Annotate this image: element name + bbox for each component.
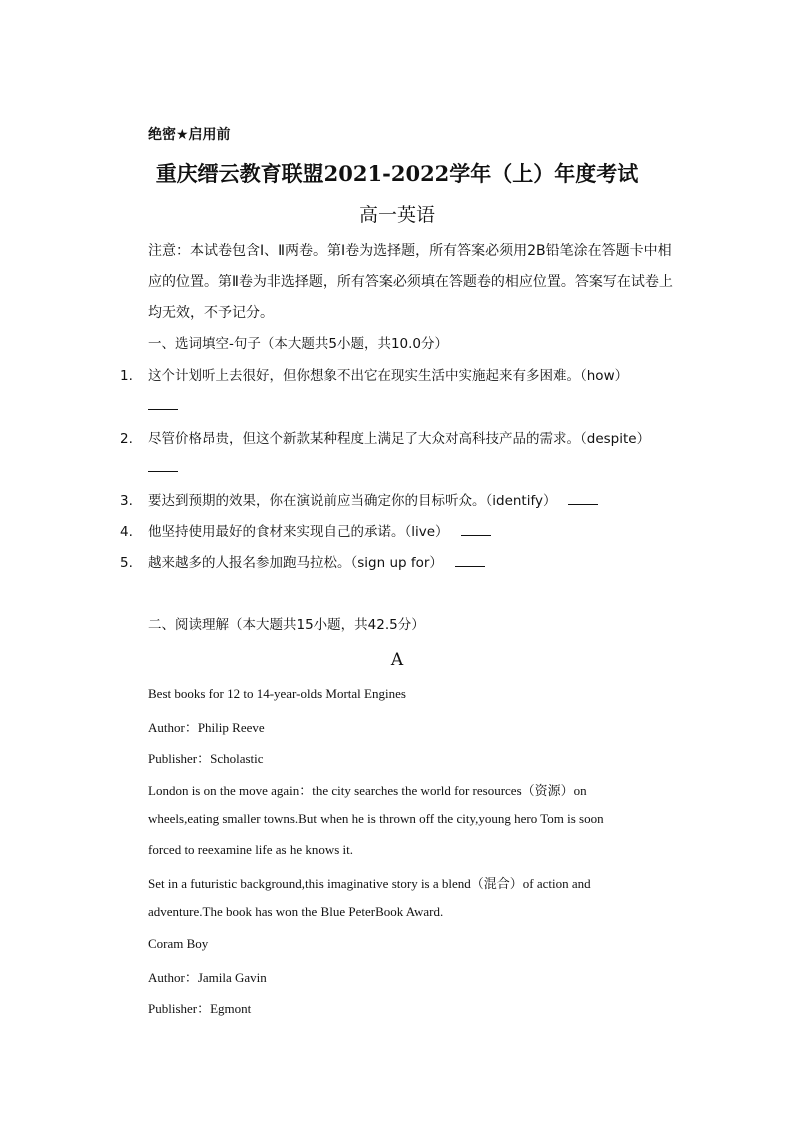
passage-line: Set in a futuristic background,this imaginative story is a blend（混合）of action and — [148, 876, 591, 891]
answer-blank[interactable] — [568, 492, 598, 505]
question-text: 越来越多的人报名参加跑马拉松。（sign up for） — [148, 555, 443, 571]
exam-subject: 高一英语 — [358, 204, 435, 226]
passage-line: Publisher：Egmont — [148, 1001, 252, 1016]
question-text: 他坚持使用最好的食材来实现自己的承诺。（live） — [148, 524, 449, 540]
question-number: 2. — [120, 431, 133, 447]
passage-line: Author：Jamila Gavin — [148, 970, 267, 985]
exam-title: 重庆缙云教育联盟2021-2022学年（上）年度考试 — [155, 161, 639, 186]
question-4 — [120, 520, 491, 540]
passage-label: A — [390, 650, 404, 670]
answer-blank[interactable] — [148, 409, 178, 410]
section-1-heading: 一、选词填空-句子（本大题共5小题，共10.0分） — [148, 336, 449, 352]
question-text: 这个计划听上去很好，但你想象不出它在现实生活中实施起来有多困难。（how） — [148, 368, 629, 384]
question-number: 1. — [120, 368, 133, 384]
answer-blank[interactable] — [455, 554, 485, 567]
question-number: 4. — [120, 524, 133, 540]
passage-line: Author：Philip Reeve — [148, 720, 265, 735]
question-number: 5. — [120, 555, 133, 571]
section-2-heading: 二、阅读理解（本大题共15小题，共42.5分） — [148, 617, 425, 633]
confidential-label: 绝密★启用前 — [148, 127, 231, 143]
passage-line: adventure.The book has won the Blue PeterBook Award. — [148, 904, 444, 919]
exam-notice: 注意：本试卷包含Ⅰ、Ⅱ两卷。第Ⅰ卷为选择题，所有答案必须用2B铅笔涂在答题卡中相应的位置。第Ⅱ卷为非选择题，所有答案必须填在答题卷的相应位置。答案写在试卷上均无效，不予记分。 — [148, 243, 673, 321]
passage-line: Publisher：Scholastic — [148, 751, 264, 766]
passage-line: Best books for 12 to 14-year-olds Mortal Engines — [148, 686, 406, 701]
question-number: 3. — [120, 493, 133, 509]
question-3 — [120, 489, 598, 509]
passage-line: London is on the move again：the city searches the world for resources（资源）on — [148, 783, 587, 798]
passage-line: forced to reexamine life as he knows it. — [148, 842, 354, 857]
question-text: 尽管价格昂贵，但这个新款某种程度上满足了大众对高科技产品的需求。（despite） — [148, 431, 651, 447]
question-text: 要达到预期的效果，你在演说前应当确定你的目标听众。（identify） — [148, 493, 557, 509]
question-5 — [120, 551, 485, 571]
answer-blank[interactable] — [148, 471, 178, 472]
passage-line: wheels,eating smaller towns.But when he is thrown off the city,young hero Tom is soon — [148, 811, 604, 826]
answer-blank[interactable] — [461, 523, 491, 536]
passage-line: Coram Boy — [148, 936, 209, 951]
question-2 — [120, 427, 650, 447]
question-1 — [120, 364, 628, 384]
